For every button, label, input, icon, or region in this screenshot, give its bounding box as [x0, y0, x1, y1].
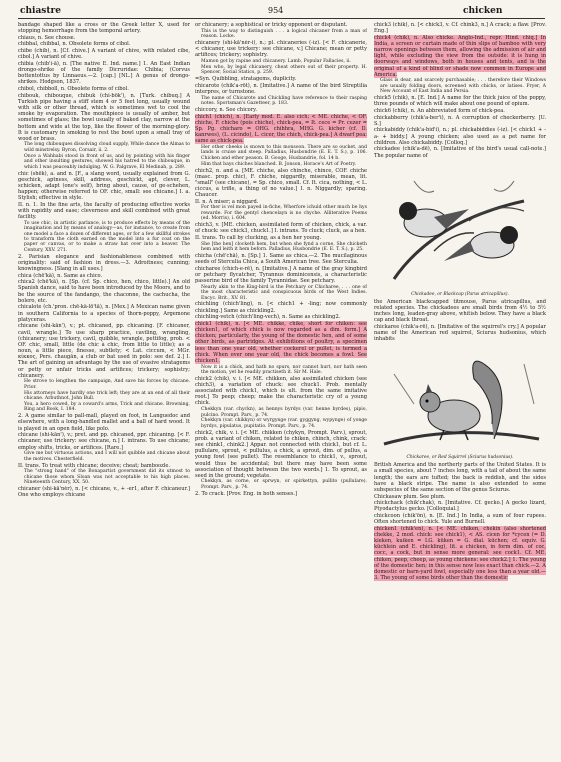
- entry: chicalote (ch.'pron. chē-kä-lō'tā), n. [Mex.] A Mexican name given in southern California to a species of thorn-poppy, Argemone platyceras.: [18, 304, 190, 323]
- entry: chick2 (chik), v. i. [< ME. chikken, also assimilated chicken (see chich3), a variation of chuck: see chuck1. Prob. mentally associated with chick1, which is ult. from the same imitative root.] To peep; cheep; make the characteristic cry of a young chick.: [195, 375, 367, 407]
- entry: 2. A game similar to pall-mall, played on foot, in Languedoc and elsewhere, with a long-handled mallet and a ball of hard wood. It is played in an open field, like polo.: [18, 413, 190, 432]
- entry: chickadee (chik'a-dē), n. [Imitative of the bird's usual call-note.] The popular name of: [374, 146, 546, 159]
- entry: chickaree (chik'a-rē), n. [Imitative of the squirrel's cry.] A popular name of the American red squirrel, Sciurus hudsonius, which inhabits: [374, 323, 546, 343]
- quotation: Chekkyn (var. chyckn), as hennys byrdys (var. henne byrdes), pipio, pulcino. Prompt. Parv., p. 74.: [201, 407, 367, 418]
- entry: chibbal, chibbal, n. Obsolete forms of cibol.: [18, 41, 131, 48]
- highlighted-entry: chick4 (chik), n. Also chicke. Anglo-Ind., repr. Hind. chiq.] In India, a screen or curtain made of thin slips of bamboo with very narrow openings between them, allowing the admission of air and light, while excluding the view from the outside: it is hung in doorways and windows, both in houses and tents, and is the original of a kind of blind or shade now common in Europe and America.: [374, 34, 546, 78]
- highlighted-entry: chich1 (chich), n. [Early mod. E. also cich; < ME. chiche, < OF. chiche, F. chiche (pois chiche), chick-pea, = It. cece = Pr. cezer = Sp. Pg. chicharo = OHG. chihhra, MHG. G. kicher (cf. D. kanrwes), (L. cicindo), L. cicer, the chich, chick-pea.] A dwarf pea: same as chick-pea.: [195, 113, 367, 145]
- entry: chicane (shi-kān'), v.; pret. and pp. chicaned, ppr. chicaning. [< F. chicaner, use trickery: see chicane, n.] I. intrans. To use chicane; employ shifts, tricks, or artifices. [Rare.]: [18, 432, 190, 451]
- column-middle: [195, 22, 367, 757]
- entry: chich2, n. and a. [ME. chiche, also chinche, chince, COF. chiche (masc. prop. chic), F. chiche, niggardly, miserable, mean, lit. "small" (see chicane), = Sp. chico, small. Cf. It. cica, nothing, < L. ciccus, a trifle, a thing of no value.] I. n. Niggardly; sparing. Chaucer.: [195, 167, 367, 199]
- chickadee-illustration: [374, 161, 546, 297]
- chickadee-engraving: [374, 161, 546, 291]
- entry: chick6 (chik), n. An abbreviated form of chick-pea.: [374, 107, 505, 114]
- chickaree-illustration: [374, 344, 546, 460]
- chickaree-caption: Chickaree, or Red Squirrel (Sciurus hudsonius).: [406, 455, 514, 461]
- entry: chicaner (shi-kā'nėr), n. [< chicane, v., + -er1, after F. chicaneur.] One who employs chicane: [18, 485, 190, 499]
- quotation: His attorneys have hardly one trick left; they are at an end of all their chicane. Arbuthnot, John Bull.: [24, 390, 190, 402]
- entry-chicken-highlighted: [374, 526, 546, 581]
- entry: 2. To crack. [Prov. Eng. in both senses.]: [195, 490, 298, 497]
- quotation: Her other cheeks is snown to this monsoon. There are so oucket, and lands is cruise and steep. Palladius, Husbondrie (E. E. T. S.), p. 106. Chicken and ether peason. B. Googe, Husbandrie, fol. 14 b.: [201, 144, 367, 161]
- quotation: Give me but virtuous actions, and I will not quibble and chicane about the motives. Chesterfield.: [24, 451, 190, 462]
- entry: chichling (chich'ling), n. [< chich1 + -ling; now commonly chickling.] Same as chickling2.: [195, 301, 367, 314]
- quotation: The "strong hand" of the Bonapartist government did its utmost to chicane those whom Sloan was not acceptable to his high places. Nineteenth Century, XX. 50.: [24, 469, 190, 485]
- quotation: Now it is a chick, and hath no spurs, nor cannot hurt, nor hath seen the motion, yet he readily practiseth it. Sir M. Hale.: [201, 364, 367, 375]
- quotation: Once a Wahhabi stood in front of us, and by pointing with his finger and other insulting gestures, showed his hatred to the chibouque, in which I was peaceably indulging. W. G. Palgrave, El Medinah, p. 289.: [24, 153, 190, 170]
- left-guide-word: chiastre: [20, 6, 61, 16]
- quotation: He strove to lengthen the campaign, And save his forces by chicane. Prior.: [24, 379, 190, 390]
- header-rule: [18, 18, 545, 19]
- entry: chiccory, n. See chicory.: [195, 106, 258, 113]
- entry: chick5 (chik), n. [E. Ind.] A name for the thick juice of the poppy, three pounds of which will make about one pound of opium.: [374, 95, 546, 108]
- entry: chica2 (chē'kä), n. [Sp. (cf. Sp. chico, hen, chico, little).] An old Spanish dance, said to have been introduced by the Moors, and to be the source of the fandango, the chaconne, the cachucha, the bolero, etc.: [18, 279, 190, 304]
- entry: chickchack (chik'chak), n. [Imitative. Cf. gecko.] A gecko lizard, Ptyodactylus gecko. [Colloquial.]: [374, 500, 546, 513]
- quotation: She [the hen] clocketh hem, but when she fynd a corne, She chicketh hem and leith it hem beforn. Palladius, Husbondrie (E. E. T. S.), p. 25.: [201, 241, 367, 253]
- quotation: You, a hero cowed, by a coward's arms, Trick and chicane. Browning, Ring and Book, I. 184.: [24, 401, 190, 413]
- entry: chiaus, n. See chouse.: [18, 34, 76, 41]
- chickaree-engraving: [374, 344, 546, 454]
- quotation: Him that bays chiches blanched. B. Jonson, Horace's Art of Poetry.: [201, 161, 357, 167]
- quotation: Mamon got by rapine and chicanery. Lamb, Popular Fallacies, ii.: [201, 58, 351, 64]
- entry: chicarote (chik'a-rōt), n. [Imitative.] A name of the bird Streptilia interpres, or turnstone.: [195, 82, 367, 95]
- entry: II. trans. To call by clucking, as a hen her young.: [195, 234, 322, 241]
- entry: chicanery (shi-kā'nėr-i), n.; pl. chicaneries (-iz). [< F. chicanerie, < chicaner, use trickery: see chicane, v.] Chicane; mean or petty artifices; trickery; sophistry.: [195, 39, 367, 59]
- entry: chic (shēk), a. and n. [F., a slang word, usually explained from G. geschick, aptness, skill, address, geschickt, apt, clever, L. schicken, adapt (one's self), bring about, cause, of ge-schehen, happen; otherwise referred to OF. chic, small: see chicane.] I. a. Stylish; effective in style.: [18, 170, 190, 202]
- entry-chick4: [374, 35, 546, 78]
- entry: bandage shaped like a cross or the Greek letter X, used for stopping hemorrhage from the temporal artery.: [18, 22, 190, 35]
- entry: British America and the northerly parts of the United States. It is a small species, about 7 inches long, with a tail of about the same length; the ears are tufted; the back is reddish, and the sides have a black stripe. The name is also extended to some subspecies of the same section of the genus Sciurus.: [374, 462, 546, 493]
- quotation: The name of Chicarote and Chickling have reference to their rasping notes. Sportsman's Gazetteer, p. 183.: [201, 95, 367, 107]
- quotation: Nearly akin to the King-bird is the Petchary or Chicharee, . . . one of the most characteristic and conspicuous birds of the West Indies. Encyc. Brit., XV. 81.: [201, 284, 367, 301]
- quotation: This is the way to distinguish . . . a logical chicaner from a man of reason. Locke.: [201, 28, 367, 40]
- chickadee-caption: Chickadee, or Blackcap (Parus atricapillus).: [411, 291, 509, 297]
- entry: chicha (chē'chä), n. [Sp.] 1. Same as chica.—2. The mucilaginous seeds of Sterculia Chica, a South American tree. See Sterculia.: [195, 252, 367, 266]
- highlighted-entry: chick1 (chik), n. [< ME. chikke, chike, short for chiken: see chicken1, of which chick is now regarded as a dim. form.] A chicken; particularly, the young of the domestic hen, and of some other birds, as partridges. At exhibitions of poultry, a specimen less than one year old, whether cockerel or pullet, is termed a chick. When over one year old, the chick becomes a fowl. See chicken1.: [195, 320, 367, 364]
- entry-chich-highlighted: [195, 114, 367, 145]
- entry: Chickasaw plum. See plum.: [374, 493, 446, 500]
- entry: chickcoon (chik'ön), n. [E. Ind.] In India, a sum of four rupees. Often shortened to chick. Yule and Burnell.: [374, 513, 546, 526]
- entry: chicane (shi-kān'), v.; pt. chicaned, pp. chicaning. [F. chicaner, cavil, wrangle.] To use sharp practice, caviling, wrangling, (chicanery; use trickery, cavil, quibble, wrangle, pettifog, prob. < OF. chic, small, little (de chic à chic, from little to little); as a noun, a little piece, finesse, subtlety; < Lat. ciccum, < MGr. κίκκος, Pers. chaugān, a club or bat used in polo: see def. 2.] I. The art of gaining an advantage by the use of evasive stratagems or petty or unfair tricks and artifices; trickery; sophistry; chicanery.: [18, 323, 190, 379]
- entry-chick-highlighted: [195, 321, 367, 364]
- entry: chica (chē'kä), n. Same as chico.: [18, 272, 103, 279]
- entry: chicharee (chich-e-rē), n. [Imitative.] A name of the gray kingbird or petchary flycatcher, Tyrannus dominicensis, a characteristic passerine bird of the family Tyrannidae. See petchary.: [195, 265, 367, 285]
- entry: II. n. 1. In the fine arts, the faculty of producing effective works with rapidity and ease; cleverness and skill combined with great facility.: [18, 201, 190, 221]
- entry: or chicanery; a sophistical or tricky opponent or disputant.: [195, 22, 348, 28]
- page-number: 954: [268, 6, 284, 15]
- entry: chickabiddy (chik'a-bid'i), n.; pl. chickabiddies (-iz). [< chick1 + -a- + biddy.] A young chicken; also used as a pet name for children. Also chickabiddy. [Colloq.]: [374, 127, 546, 146]
- entry: II. n. A miser; a niggard.: [195, 198, 259, 205]
- entry: chick3 (chik), n. [< chick3, v. Cf. chink3, n.] A crack; a flaw. [Prov. Eng.]: [374, 22, 546, 35]
- quotation: The long chibouques dissolving cloud supply, While dance the Almas to wild minstrelsy. Byron, Corsair, ii. 2.: [24, 142, 190, 153]
- entry: chickabberry (chik'a-ber'i), n. A corruption of checkerberry. [U. S.]: [374, 114, 546, 127]
- column-left: [18, 22, 190, 757]
- quotation: For ther is vel mon payed in-fiche, Wherfore ichuld other much be hys rewarde. For the gentyl chencelayn is no chyche. Alliterative Poems (ed. Morris), i. 604.: [201, 205, 367, 222]
- quotation: Glass is dear, and scarcely purchasable; . . . therefore their Windows are usually folding doors, screened with chicks, or latises. Fryer, A New Account of East India and Persia.: [380, 78, 546, 95]
- entry: chibia (chib'i-ä), n. [The native E. Ind. name.] 1. An East Indian drongo-shrike of the family Dicruridae: Chibia; (Corvus bottentottus by Linnaeus.—2. [cap.] [NL.] A genus of drongo-shrikes. Hodgson, 1837.: [18, 60, 190, 86]
- entry: chibouk, chibouque, chibuk (chi-bök'), n. [Turk. chibuq.] A Turkish pipe having a stiff stem 4 or 5 feet long, usually wound with silk or other thread, which is sometimes wet to cool the smoke by evaporation. The mouthpiece is usually of amber, but sometimes of glass; the bowl usually of baked clay, narrow at the bottom and wide at the top, like the flower of the morning-glory. It is customary in smoking to rest the bowl upon a small tray of wood or brass.: [18, 92, 190, 142]
- quotation: Men who, by legal chicanery, cheat others out of their property. H. Spencer, Social Statics, p. 259.: [201, 64, 367, 76]
- entry: the American blackcapped titmouse, Parus atricapillus, and related species. The chickadees are small birds from 4½ to 5½ inches long, leaden-gray above, whitish below. They have a black cap and black throat.: [374, 298, 546, 324]
- page-header: [0, 0, 561, 22]
- entry: 2. Parisian elegance and fashionableness combined with originality: said of fashion in dress.—3. Adroitness; cunning; knowingness. [Slang in all uses.]: [18, 253, 190, 272]
- entry: chibol, chibboll, n. Obsolete forms of cibol.: [18, 86, 129, 93]
- highlighted-entry: chicken1 (chik'en), n. [< ME. chiken, chekin (also shortened chekke, 2 mod. chick: see chick1), < AS. cicen for *cycen (= D. kieken, kuiken = LG. küken = G. dial. küchen; cf. equiv. G. küchlein and E. chickling), lit. a chicken, in form dim. of coc, cocc, a cock, but in sense more general: see cock1. Cf. ME. chiken, peep, cheep, as young chickens: see chick2.] 1. The young of the domestic hen; in this sense now less exact than chick.—2. A domestic or barn-yard fowl, especially one less than a year old.—3. The young of some birds other than the domestic: [374, 525, 546, 582]
- quotation: Chekkyn, as corne, or sprwyn, or spirkettyn, pullito (pullulare). Prompt. Parv., p. 74.: [201, 479, 367, 490]
- right-guide-word: chicken: [463, 6, 503, 16]
- entry: chich3, v. [ME. chicken, assimilated form of chicken, chick, a var. of chuck: see chick3, chuck1.] I. intrans. To cluck; cluck, as a hen.: [195, 222, 367, 235]
- entry: chichling-vetch (chich'ling-vech), n. Same as chickling2.: [195, 314, 341, 321]
- entry: II. trans. To treat with chicane; deceive; cheat; bamboozle.: [18, 462, 171, 469]
- quotation: To use chic, in artistic parlance, is to produce effects by means of the imagination and by means of analogy—as, for instance, to create from one model a face a dozen of different ages, or for a few skillful strokes to transform the cloth earned on the model into a fur coat on the paper or canvas, or to make a straw hat over into a beaver. The Century, XXV. 271.: [24, 220, 190, 253]
- entry: =Syn. Quibbling, stratagems, duplicity.: [195, 76, 297, 83]
- entry: chick2, chik, v. i. [< ME. chikken (chykyn, Prompt. Parv.), sprout, prob. a variant of chiken, related to chiken, chinch, chink, crack: see chink1, chink2.] Appar. not connected with chick1, but cf. L. pullulare, sprout, < pullulus, a chick, a sprout, dim. of pullus, a young fowl (see pullet). The resemblance to chick1, v., sprout, would thus be accidental; but there may have been some association of thought between the two words.] 1. To sprout, as seed in the ground; vegetate.: [195, 429, 367, 479]
- quotation: Chekkyn (var. chikkyn) or wyrgynge (var. gyggyng, wypynge) of yonge byrdys, pipulatus, pupitatio. Prompt. Parv., p. 74.: [201, 418, 367, 429]
- column-right: [374, 22, 546, 757]
- entry: chibe (chib), n. [Cf. chive.] A variant of chive, with related cibe, cibol.] A variant of chive.: [18, 48, 190, 61]
